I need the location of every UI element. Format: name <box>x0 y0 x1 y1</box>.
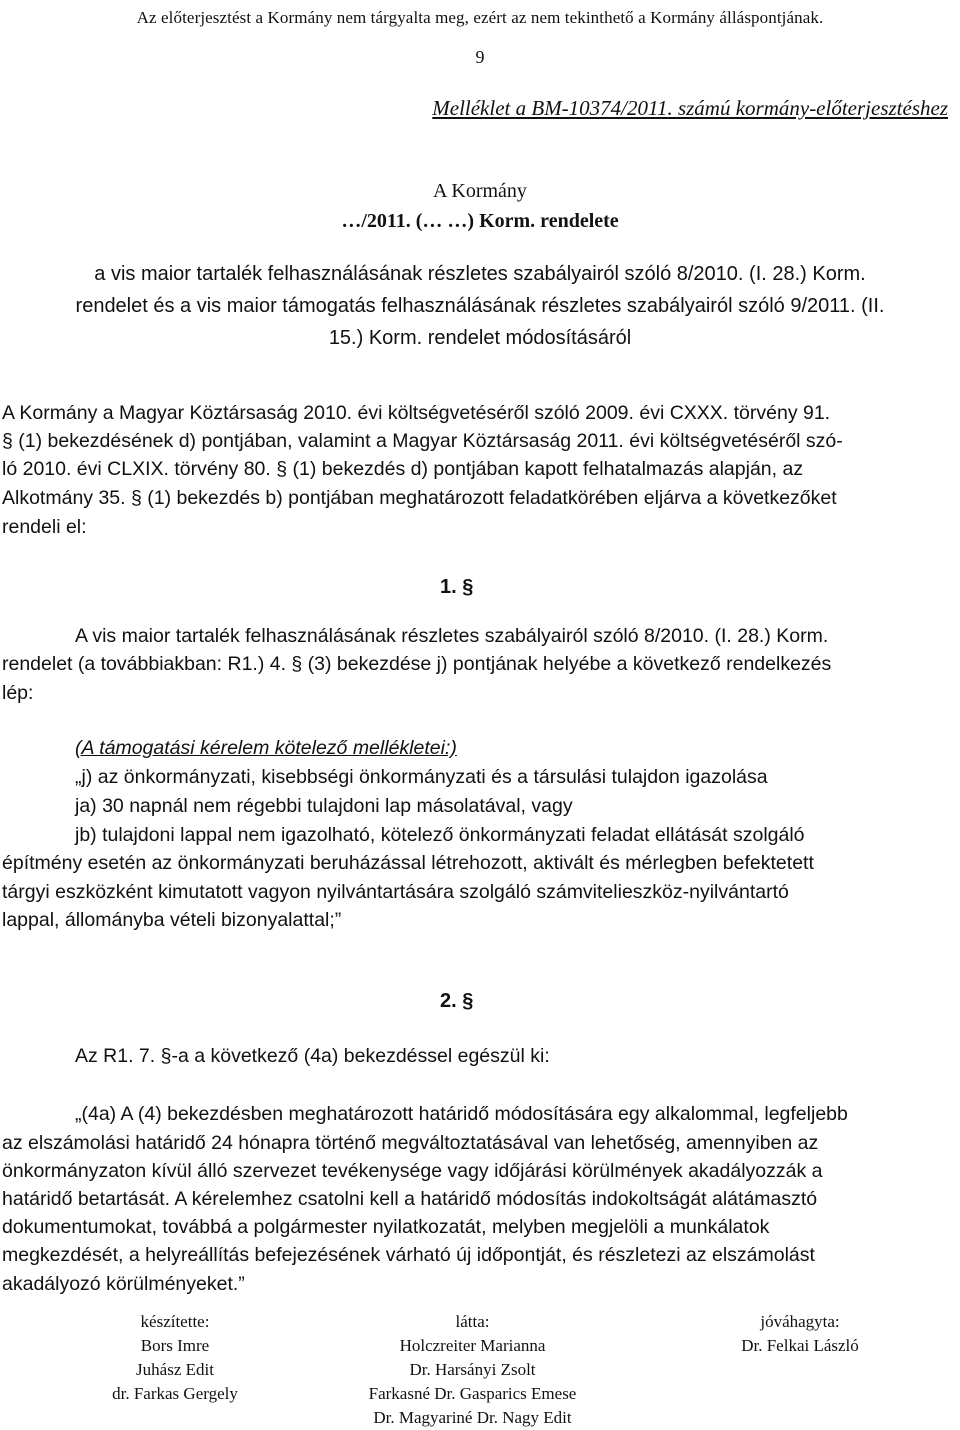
signature-approved <box>700 1310 900 1358</box>
signature-label: látta: <box>455 1312 490 1331</box>
section-2-intro: Az R1. 7. §-a a következő (4a) bekezdéssel egészül ki: <box>75 1045 550 1067</box>
amendment-line: építmény esetén az önkormányzati beruházással létrehozott, aktivált és mérlegben befektetett <box>2 852 814 874</box>
preamble-line: ló 2010. évi CLXIX. törvény 80. § (1) bekezdés d) pontjában kapott felhatalmazás alapján, az <box>2 458 804 480</box>
section-line: megkezdését, a helyreállítás befejezésének várható új időpontját, és részletezi az elszámolást <box>2 1244 815 1266</box>
preamble-line: § (1) bekezdésének d) pontjában, valamint a Magyar Köztársaság 2011. évi költségvetéséről szó- <box>2 430 843 452</box>
amendment-line: ja) 30 napnál nem régebbi tulajdoni lap másolatával, vagy <box>75 795 573 817</box>
preamble-line: Alkotmány 35. § (1) bekezdés b) pontjában meghatározott feladatkörében eljárva a következőket <box>2 487 837 509</box>
amendment-line: „j) az önkormányzati, kisebbségi önkormányzati és a társulási tulajdon igazolása <box>75 766 768 788</box>
signature-seen <box>340 1310 605 1430</box>
section-line: dokumentumokat, továbbá a polgármester nyilatkozatát, melyben megjelöli a munkálatok <box>2 1216 770 1238</box>
context-line: (A támogatási kérelem kötelező mellékletei:) <box>75 737 457 759</box>
signature-name: Farkasné Dr. Gasparics Emese <box>368 1384 577 1403</box>
signature-name: Dr. Harsányi Zsolt <box>409 1360 536 1379</box>
page-number: 9 <box>475 47 485 67</box>
title-line: a vis maior tartalék felhasználásának részletes szabályairól szóló 8/2010. (I. 28.) Korm. <box>94 263 866 285</box>
preamble-line: rendeli el: <box>2 516 87 538</box>
signature-name: Dr. Magyariné Dr. Nagy Edit <box>373 1408 572 1427</box>
title-line: 15.) Korm. rendelet módosításáról <box>328 327 632 349</box>
signature-name: dr. Farkas Gergely <box>112 1384 238 1403</box>
section-line: lép: <box>2 682 34 704</box>
section-line: „(4a) A (4) bekezdésben meghatározott határidő módosítására egy alkalommal, legfeljebb <box>75 1103 848 1125</box>
section-line: határidő betartását. A kérelemhez csatolni kell a határidő módosítás indokoltságát alátámasztó <box>2 1188 818 1210</box>
section-line: önkormányzaton kívül álló szervezet tevékenysége vagy időjárási körülmények akadályozzák a <box>2 1160 823 1182</box>
amendment-line: lappal, állományba vételi bizonyalattal;” <box>2 909 342 931</box>
section-2-heading: 2. § <box>440 990 474 1012</box>
signature-label: készítette: <box>140 1312 210 1331</box>
signature-prepared <box>60 1310 290 1406</box>
decree-number: …/2011. (… …) Korm. rendelete <box>341 210 619 232</box>
signature-name: Juhász Edit <box>136 1360 214 1379</box>
section-line: rendelet (a továbbiakban: R1.) 4. § (3) bekezdése j) pontjának helyébe a következő rendelkezés <box>2 653 832 675</box>
section-line: akadályozó körülményeket.” <box>2 1273 245 1295</box>
signature-name: Dr. Felkai László <box>741 1336 859 1355</box>
amendment-line: jb) tulajdoni lappal nem igazolható, kötelező önkormányzati feladat ellátását szolgáló <box>75 824 805 846</box>
signature-label: jóváhagyta: <box>760 1312 840 1331</box>
annex-title: Melléklet a BM-10374/2011. számú kormány-előterjesztéshez <box>432 96 948 120</box>
title-line: rendelet és a vis maior támogatás felhasználásának részletes szabályairól szóló 9/2011. (II. <box>75 295 885 317</box>
section-line: az elszámolási határidő 24 hónapra történő megváltoztatásával van lehetőség, amennyiben az <box>2 1132 819 1154</box>
section-line: A vis maior tartalék felhasználásának részletes szabályairól szóló 8/2010. (I. 28.) Korm. <box>75 625 829 647</box>
signature-name: Holczreiter Marianna <box>399 1336 546 1355</box>
header-notice: Az előterjesztést a Kormány nem tárgyalta meg, ezért az nem tekinthető a Kormány álláspontjának. <box>136 8 824 27</box>
government-heading: A Kormány <box>433 180 527 202</box>
signature-name: Bors Imre <box>140 1336 210 1355</box>
amendment-line: tárgyi eszközként kimutatott vagyon nyilvántartására szolgáló számvitelieszköz-nyilvántartó <box>2 881 789 903</box>
section-1-heading: 1. § <box>440 576 474 598</box>
preamble-line: A Kormány a Magyar Köztársaság 2010. évi költségvetéséről szóló 2009. évi CXXX. törvény 91. <box>2 402 831 424</box>
